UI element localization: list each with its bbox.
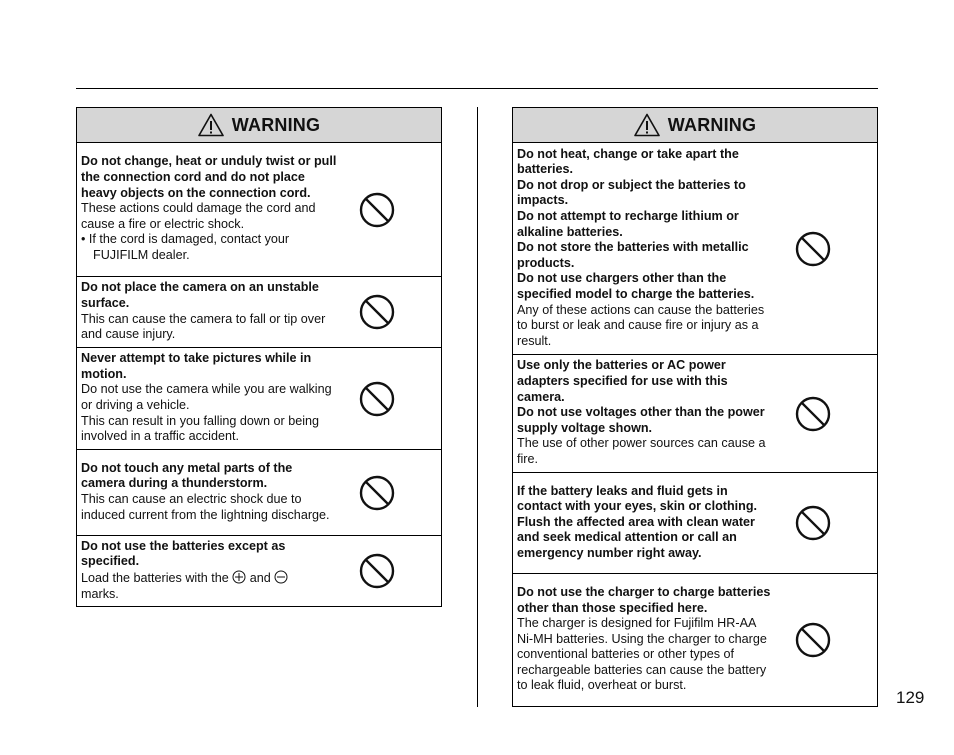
warning-row-cord [77,143,441,276]
top-rule [76,88,878,89]
warning-triangle-icon [634,113,660,137]
warning-body: This can cause the camera to fall or tip over and cause injury. [81,311,326,342]
warning-heading: Do not use chargers other than the specified model to charge the batteries. [517,271,755,301]
warning-text [517,355,775,471]
column-divider [477,107,478,707]
warning-row-motion [77,347,441,449]
warning-heading: Do not use the batteries except as specified. [81,538,286,569]
warning-text [81,536,339,606]
warning-heading: Do not change, heat or unduly twist or pull the connection cord and do not place heavy objects on the connection cord. [81,154,337,200]
warning-body: This can result in you falling down or being involved in a traffic accident. [81,413,320,444]
warning-text [81,277,339,346]
warning-title: WARNING [231,114,321,135]
warning-heading: Do not store the batteries with metallic products. [517,240,749,270]
prohibited-icon [359,475,395,511]
prohibited-icon [795,622,831,658]
warning-body: The charger is designed for Fujifilm HR-AA Ni-MH batteries. Using the charger to charge conventional batteries or other types of rechargeable batteries can cause the battery to leak fluid, overheat or burst. [517,616,767,693]
warning-heading: Do not heat, change or take apart the batteries. [517,146,739,177]
warning-row-charger [513,573,877,706]
prohibited-icon [795,396,831,432]
left-warning-panel [76,107,442,607]
warning-heading: Do not touch any metal parts of the camera during a thunderstorm. [81,460,293,491]
warning-text [517,582,775,698]
warning-body-part: and [249,571,271,585]
prohibited-icon [359,553,395,589]
right-warning-panel [512,107,878,707]
warning-body-part: Load the batteries with the [81,571,229,585]
warning-body [81,570,339,602]
warning-body: Any of these actions can cause the batteries to burst or leak and cause fire or injury as a result. [517,302,765,348]
prohibited-icon [359,294,395,330]
warning-text [81,458,339,527]
warning-heading: If the battery leaks and fluid gets in contact with your eyes, skin or clothing. Flush the affected area with clean water and seek medical attention or call an emergency number right away. [517,483,758,560]
warning-heading: Do not drop or subject the batteries to impacts. [517,177,746,208]
warning-body: The use of other power sources can cause a fire. [517,436,766,466]
warning-heading: Do not use voltages other than the power supply voltage shown. [517,405,765,435]
warning-text [81,348,339,449]
warning-body: This can cause an electric shock due to induced current from the lightning discharge. [81,492,330,522]
prohibited-icon [795,231,831,267]
warning-heading: Do not place the camera on an unstable surface. [81,280,319,310]
warning-text [81,151,339,267]
warning-text [517,144,775,354]
prohibited-icon [795,505,831,541]
minus-mark-icon [274,570,288,584]
warning-row-batteries-specified [77,535,441,606]
warning-row-battery-leak [513,472,877,573]
right-warning-header [513,108,877,143]
warning-heading: Never attempt to take pictures while in motion. [81,351,312,381]
warning-heading: Do not use the charger to charge batteries other than those specified here. [517,584,771,615]
prohibited-icon [359,192,395,228]
warning-bullet: • If the cord is damaged, contact your FUJIFILM dealer. [81,232,290,262]
left-warning-header [77,108,441,143]
warning-row-thunderstorm [77,449,441,535]
warning-heading: Do not attempt to recharge lithium or alkaline batteries. [517,209,739,239]
page-number: 129 [896,688,925,707]
warning-heading: Use only the batteries or AC power adapters specified for use with this camera. [517,358,728,404]
warning-row-unstable-surface [77,276,441,347]
warning-text [517,481,775,566]
warning-body: Do not use the camera while you are walking or driving a vehicle. [81,382,332,412]
warning-row-battery-handling [513,143,877,354]
warning-row-power-sources [513,354,877,472]
plus-mark-icon [232,570,246,584]
prohibited-icon [359,381,395,417]
warning-body-part: marks. [81,586,119,601]
warning-triangle-icon [198,113,224,137]
warning-body: These actions could damage the cord and cause a fire or electric shock. [81,201,316,231]
warning-title: WARNING [667,114,757,135]
